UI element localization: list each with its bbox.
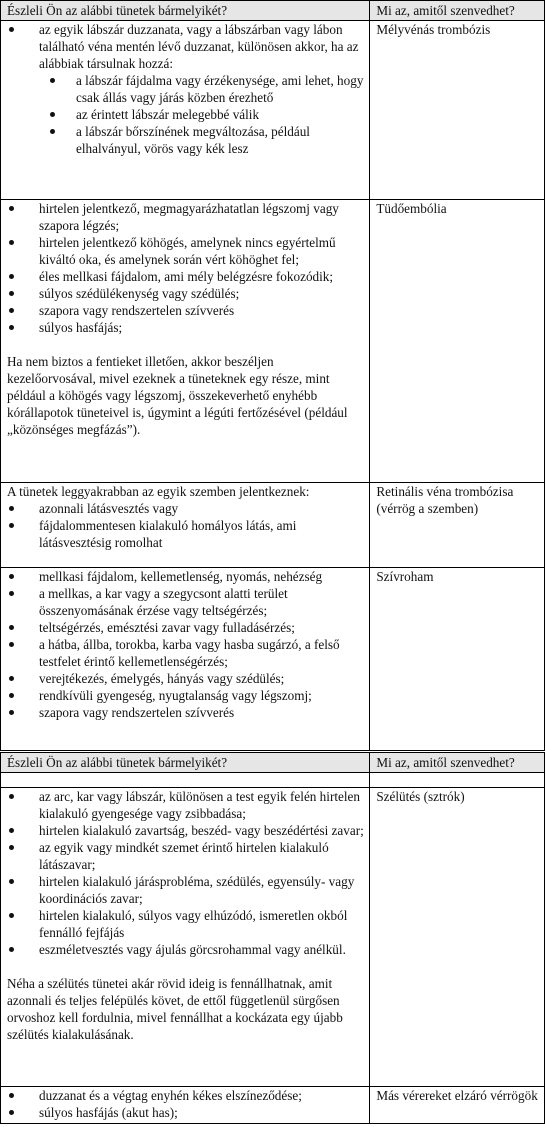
- header-condition-cell: Mi az, amitől szenvedhet?: [370, 753, 545, 773]
- list-item: az arc, kar vagy lábszár, különösen a test egyik felén hirtelen kialakuló gyengesége vagy zsibbadása;: [7, 788, 364, 822]
- condition-name: Szélütés (sztrók): [376, 789, 465, 804]
- list-item: szapora vagy rendszertelen szívverés: [7, 302, 364, 319]
- list-item: mellkasi fájdalom, kellemetlenség, nyomás, nehézség: [7, 568, 364, 585]
- table-row: [1, 568, 545, 751]
- list-item: súlyos szédülékenység vagy szédülés;: [7, 285, 364, 302]
- condition-cell: [370, 788, 545, 1087]
- sub-list-item: a lábszár bőrszínének megváltozása, például elhalványul, vörös vagy kék lesz: [39, 123, 364, 157]
- symptoms-cell: [1, 568, 370, 751]
- header-symptoms-cell: Észleli Ön az alábbi tünetek bármelyikét?: [1, 753, 370, 773]
- list-item: szapora vagy rendszertelen szívverés: [7, 704, 364, 721]
- list-item: hirtelen kialakuló járásprobléma, szédülés, egyensúly- vagy koordinációs zavar;: [7, 873, 364, 907]
- symptoms-cell: [1, 21, 370, 200]
- symptoms-cell: [1, 483, 370, 568]
- symptoms-table-2: [0, 752, 545, 1124]
- list-item: az egyik vagy mindkét szemet érintő hirtelen kialakuló látászavar;: [7, 839, 364, 873]
- table-row: [1, 200, 545, 483]
- list-item: éles mellkasi fájdalom, ami mély belégzésre fokozódik;: [7, 268, 364, 285]
- header-symptoms-cell: Észleli Ön az alábbi tünetek bármelyikét?: [1, 1, 370, 21]
- list-item: rendkívüli gyengeség, nyugtalanság vagy légszomj;: [7, 687, 364, 704]
- sub-list-item: az érintett lábszár melegebbé válik: [39, 106, 364, 123]
- list-item: hirtelen jelentkező köhögés, amelynek nincs egyértelmű kiváltó oka, és amelynek során vért köhöghet fel;: [7, 234, 364, 268]
- symptom-list: [7, 788, 364, 958]
- table-header-row: [1, 753, 545, 773]
- condition-name: Más vérereket elzáró vérrögök: [376, 1088, 538, 1103]
- condition-name: Tüdőembólia: [376, 201, 447, 216]
- table-row: [1, 21, 545, 200]
- symptoms-cell: [1, 1087, 370, 1124]
- symptom-list: [7, 200, 364, 336]
- list-item-text: az egyik lábszár duzzanata, vagy a lábszárban vagy lábon található véna mentén lévő duzzanat, különösen akkor, ha az alábbiak társulnak hozzá:: [39, 22, 359, 71]
- intro-text: A tünetek leggyakrabban az egyik szemben jelentkeznek:: [7, 484, 310, 499]
- symptom-list: [7, 500, 364, 551]
- blank-cell: [370, 773, 545, 788]
- sub-symptom-list: [39, 72, 364, 157]
- list-item: hirtelen kialakuló, súlyos vagy elhúzódó, ismeretlen okból fennálló fejfájás: [7, 907, 364, 941]
- list-item: a hátba, állba, torokba, karba vagy hasba sugárzó, a felső testfelet érintő kellemetlenségérzés;: [7, 636, 364, 670]
- list-item: [7, 21, 364, 157]
- list-item: teltségérzés, emésztési zavar vagy fulladásérzés;: [7, 619, 364, 636]
- list-item: verejtékezés, émelygés, hányás vagy szédülés;: [7, 670, 364, 687]
- table-header-row: [1, 1, 545, 21]
- note-paragraph: Ha nem biztos a fentieket illetően, akkor beszéljen kezelőorvosával, mivel ezeknek a tüneteknek egy része, mint például a köhögés vagy légszomj, összekeverhető enyhébb kórállapotok tüneteivel is, úgymint a légúti fertőzésével (például „közönséges megfázás”).: [7, 354, 348, 437]
- table-row: [1, 788, 545, 1087]
- list-item: fájdalommentesen kialakuló homályos látás, ami látásvesztésig romolhat: [7, 517, 364, 551]
- symptoms-cell: [1, 788, 370, 1087]
- list-item: hirtelen jelentkező, megmagyarázhatatlan légszomj vagy szapora légzés;: [7, 200, 364, 234]
- list-item: a mellkas, a kar vagy a szegycsont alatti terület összenyomásának érzése vagy teltségérzés;: [7, 585, 364, 619]
- list-item: duzzanat és a végtag enyhén kékes elszíneződése;: [7, 1087, 364, 1104]
- header-condition-cell: Mi az, amitől szenvedhet?: [370, 1, 545, 21]
- condition-name: Mélyvénás trombózis: [376, 22, 491, 37]
- list-item: súlyos hasfájás;: [7, 319, 364, 336]
- condition-name: Szívroham: [376, 569, 434, 584]
- sub-list-item: a lábszár fájdalma vagy érzékenysége, ami lehet, hogy csak állás vagy járás közben érezhető: [39, 72, 364, 106]
- table-row: [1, 1087, 545, 1124]
- symptom-list: [7, 1087, 364, 1121]
- condition-cell: [370, 568, 545, 751]
- list-item: súlyos hasfájás (akut has);: [7, 1104, 364, 1121]
- list-item: eszméletvesztés vagy ájulás görcsrohammal vagy anélkül.: [7, 941, 364, 958]
- blank-cell: [1, 773, 370, 788]
- table-row: [1, 483, 545, 568]
- condition-name: Retinális véna trombózisa (vérrög a szemben): [376, 484, 514, 516]
- symptoms-cell: [1, 200, 370, 483]
- symptom-list: [7, 21, 364, 157]
- condition-cell: [370, 483, 545, 568]
- list-item: hirtelen kialakuló zavartság, beszéd- vagy beszédértési zavar;: [7, 822, 364, 839]
- list-item: azonnali látásvesztés vagy: [7, 500, 364, 517]
- symptom-list: [7, 568, 364, 721]
- condition-cell: [370, 1087, 545, 1124]
- note-paragraph: Néha a szélütés tünetei akár rövid ideig is fennállhatnak, amit azonnali és teljes felépülés követ, de ettől függetlenül sürgősen orvoshoz kell fordulnia, mivel fennállhat a kockázata egy újabb szélütés kialakulásának.: [7, 976, 343, 1042]
- condition-cell: [370, 21, 545, 200]
- blank-row: [1, 773, 545, 788]
- condition-cell: [370, 200, 545, 483]
